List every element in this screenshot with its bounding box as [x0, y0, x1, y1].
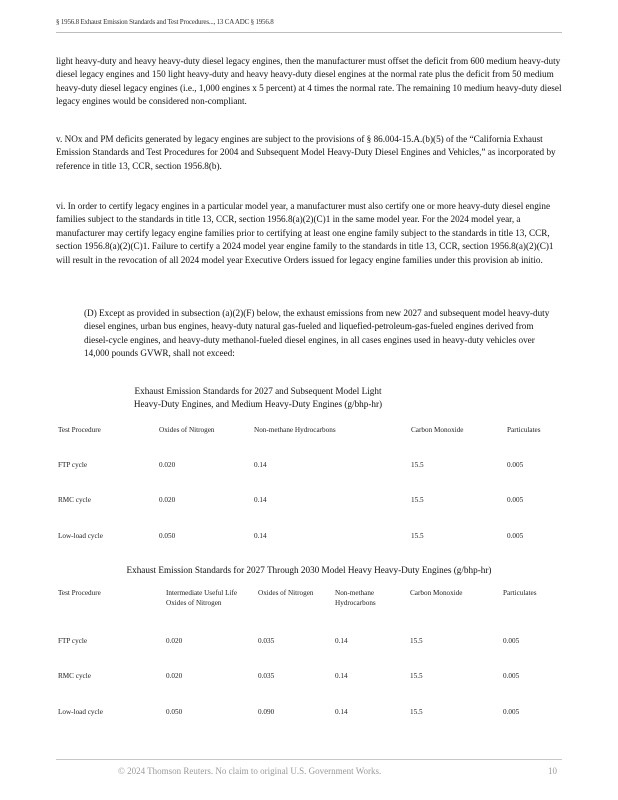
table1-cell: 0.14 — [254, 461, 267, 469]
table1-cell: RMC cycle — [58, 496, 91, 504]
table2-cell: 0.005 — [503, 637, 520, 645]
table2-cell: 0.005 — [503, 672, 520, 680]
table1-cell: 0.020 — [159, 461, 176, 469]
table1-cell: 0.14 — [254, 496, 267, 504]
table1-title — [56, 385, 460, 411]
table2-cell: 15.5 — [410, 708, 423, 716]
table1-header-nox: Oxides of Nitrogen — [159, 426, 215, 434]
table2-cell: 0.14 — [335, 672, 348, 680]
table1-cell: 0.005 — [507, 496, 524, 504]
table2-header-co: Carbon Monoxide — [410, 589, 463, 597]
table1-cell: Low-load cycle — [58, 532, 103, 540]
running-header: § 1956.8 Exhaust Emission Standards and Test Procedures..., 13 CA ADC § 1956.8 — [56, 18, 562, 33]
table2-cell: 0.005 — [503, 708, 520, 716]
table1-cell: 0.020 — [159, 496, 176, 504]
table2-cell: 15.5 — [410, 672, 423, 680]
table2-header-nox: Oxides of Nitrogen — [258, 589, 314, 597]
table1-cell: 0.005 — [507, 461, 524, 469]
table2-cell: 0.050 — [166, 708, 183, 716]
table1-cell: 15.5 — [411, 461, 424, 469]
table2-title: Exhaust Emission Standards for 2027 Through 2030 Model Heavy Heavy-Duty Engines (g/bhp-hr) — [126, 565, 492, 575]
table1-cell: 15.5 — [411, 496, 424, 504]
table2-cell: 0.020 — [166, 672, 183, 680]
table2-header-iul-nox: Intermediate Useful Life Oxides of Nitrogen — [166, 589, 238, 607]
paragraph-legacy-offset: light heavy-duty and heavy heavy-duty diesel legacy engines, then the manufacturer must offset the deficit from 600 medium heavy-duty diesel legacy engines and 150 light heavy-duty and heavy heavy-duty diesel engines at the normal rate plus the deficit from 50 medium heavy-duty diesel legacy engines (i.e., 1,000 engines x 5 percent) at 4 times the normal rate. The remaining 10 medium heavy-duty diesel legacy engines would be considered non-compliant. — [56, 56, 562, 107]
table2-header-test-procedure: Test Procedure — [58, 589, 101, 597]
paragraph-v-nox-pm: v. NOx and PM deficits generated by legacy engines are subject to the provisions of § 86.004-15.A.(b)(5) of the “California Exhaust Emission Standards and Test Procedures for 2004 and Subsequent Model Heavy-Duty Diesel Engines and Vehicles,” as incorporated by reference in title 13, CCR, section 1956.8(b). — [56, 134, 556, 171]
table2-header-nmhc: Non-methane Hydrocarbons — [335, 589, 376, 607]
footer-divider — [56, 759, 562, 760]
table1-cell: 0.050 — [159, 532, 176, 540]
table2-cell: 0.090 — [258, 708, 275, 716]
table1-title-line1: Exhaust Emission Standards for 2027 and Subsequent Model Light — [134, 386, 382, 396]
table1-header-pm: Particulates — [507, 426, 541, 434]
table1-header-co: Carbon Monoxide — [411, 426, 464, 434]
table2-cell: 0.035 — [258, 637, 275, 645]
table1-cell: 15.5 — [411, 532, 424, 540]
footer-copyright: © 2024 Thomson Reuters. No claim to original U.S. Government Works. — [118, 766, 382, 776]
paragraph-vi-certify: vi. In order to certify legacy engines in a particular model year, a manufacturer must also certify one or more heavy-duty diesel engine families subject to the standards in title 13, CCR, section 1956.8(a)(2)(C)1 in the same model year. For the 2024 model year, a manufacturer may certify legacy engine families prior to certifying at least one engine family subject to the standards in title 13, CCR, section 1956.8(a)(2)(C)1. Failure to certify a 2024 model year engine family to the standards in title 13, CCR, section 1956.8(a)(2)(C)1 will result in the revocation of all 2024 model year Executive Orders issued for legacy engine families under this provision ab initio. — [56, 201, 554, 265]
table2-cell: FTP cycle — [58, 637, 88, 645]
table1-cell: 0.14 — [254, 532, 267, 540]
table1-cell: FTP cycle — [58, 461, 88, 469]
table2-cell: 0.035 — [258, 672, 275, 680]
table2-cell: 0.14 — [335, 708, 348, 716]
table1-header-test-procedure: Test Procedure — [58, 426, 101, 434]
table1-header-nmhc: Non-methane Hydrocarbons — [254, 426, 336, 434]
table2-cell: Low-load cycle — [58, 708, 103, 716]
paragraph-d-exhaust: (D) Except as provided in subsection (a)(2)(F) below, the exhaust emissions from new 2027 and subsequent model heavy-duty diesel engines, urban bus engines, heavy-duty natural gas-fueled and liquefied-petroleum-gas-fueled engines derived from diesel-cycle engines, and heavy-duty methanol-fueled diesel engines, in all cases engines used in heavy-duty vehicles over 14,000 pounds GVWR, shall not exceed: — [84, 308, 550, 359]
page-number: 10 — [548, 766, 557, 776]
table2-cell: RMC cycle — [58, 672, 91, 680]
table2-cell: 15.5 — [410, 637, 423, 645]
table2-cell: 0.14 — [335, 637, 348, 645]
table2-header-pm: Particulates — [503, 589, 537, 597]
table2-cell: 0.020 — [166, 637, 183, 645]
table1-cell: 0.005 — [507, 532, 524, 540]
table1-title-line2: Heavy-Duty Engines, and Medium Heavy-Duty Engines (g/bhp-hr) — [133, 399, 383, 409]
